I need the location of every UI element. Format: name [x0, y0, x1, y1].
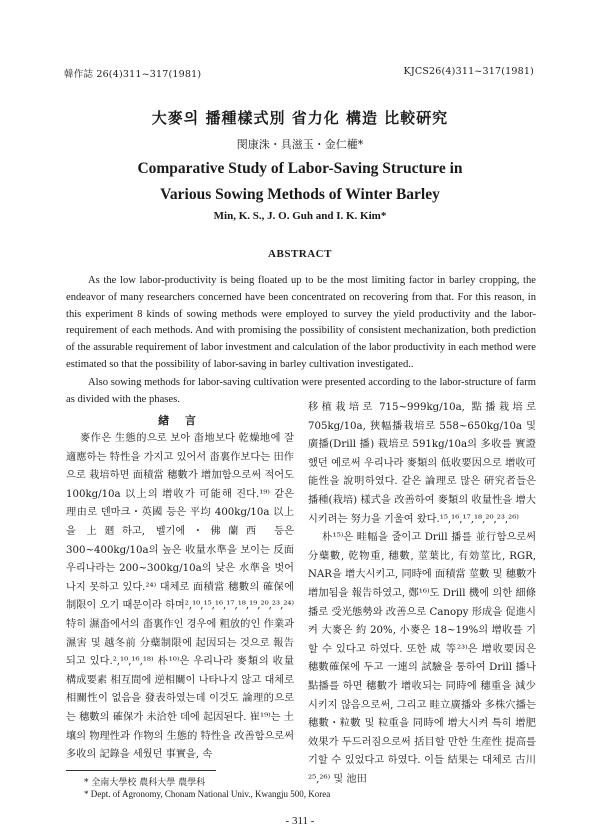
title-korean: 大麥의 播種樣式別 省力化 構造 比較硏究	[151, 109, 449, 127]
footnote-divider	[66, 770, 216, 771]
body-column-left	[66, 430, 294, 765]
authors-english: Min, K. S., J. O. Guh and I. K. Kim*	[213, 210, 387, 222]
footnote-affiliation-korean: * 全南大學校 農科大學 農學科	[84, 778, 206, 788]
abstract-paragraph: Also sowing methods for labor-saving cultivation were presented according to the labor-structure of farm as divided with the phases.	[66, 376, 536, 405]
section-heading-introduction: 緖 言	[158, 414, 202, 427]
footnote-affiliation-english: * Dept. of Agronomy, Chonam National Univ., Kwangju 500, Korea	[84, 789, 331, 799]
page-number: - 311 -	[285, 815, 315, 827]
title-english-line2: Various Sowing Methods of Winter Barley	[160, 186, 440, 203]
body-paragraph: 移植栽培로 715~999kg/10a, 點播栽培로 705kg/10a, 狹幅播栽培로 558~650kg/10a 및 廣播(Drill 播) 栽培로 591kg/10a의 多收를 實證했던 예로써 우리나라 麥類의 低收要因으로 增收可能性을 說明하였다. 같은 論理로 많은 硏究者들은 播種(栽培) 樣式을 改善하여 麥類의 收量性을 增大시키려는 努力을 기울여 왔다.¹⁵,¹⁶,¹⁷,¹⁸,²⁰,²³,²⁶⁾	[308, 402, 536, 525]
title-english-line1: Comparative Study of Labor-Saving Structure in	[137, 160, 463, 177]
body-paragraph: 麥作은 生態的으로 보아 畓地보다 乾燥地에 잘 適應하는 特性을 가지고 있어서 畓裏作보다는 田作으로 栽培하면 面積當 穗數가 增加함으로써 적어도 100kg/10a 以上의 增收가 可能해 진다.¹⁹⁾ 같은 理由로 덴마크・英國 등은 平均 400kg/10a 以上을 上廻하고, 벨기에・佛蘭西 등은 300~400kg/10a의 높은 收量水準을 보이는 反面 우리나라는 200~300kg/10a의 낮은 水準을 벗어나지 못하고 있다.²⁴⁾ 대체로 面積當 穗數의 確保에 制限이 오기 때문이라 하며²,¹⁰,¹⁵,¹⁶,¹⁷,¹⁸,¹⁹,²⁰,²³,²⁴⁾ 特히 濕畓에서의 畓裏作인 경우에 粗放的인 作業과 濕害 및 越冬前 分蘗制限에 起因되는 것으로 報告되고 있다.²,¹⁰,¹⁶,¹⁸⁾ 朴¹⁰⁾은 우리나라 麥類의 收量構成要素 相互間에 逆相關이 나타나지 않고 대체로 相關性이 없음을 發表하였는데 이것도 論理的으로는 穗數의 確保가 未洽한 데에 起因된다. 崔¹⁹⁾는 土壤의 物理性과 作物의 生態的 特性을 改善함으로써 多收의 記錄을 세웠던 事實을, 속	[66, 433, 294, 761]
abstract-heading: ABSTRACT	[268, 248, 332, 260]
body-paragraph: 朴¹⁵⁾은 畦幅을 줄이고 Drill 播를 並行함으로써 分蘗數, 乾物重, 穗數, 莖葉比, 有効莖比, RGR, NAR을 增大시키고, 同時에 面積當 莖數 및 穗數가 增加됨을 報告하였고, 鄭¹⁶⁾도 Drill 機에 의한 細條播로 受光態勢와 改善으로 Canopy 形成을 促進시켜 大麥은 約 20%, 小麥은 18~19%의 增收를 기할 수 있다고 하였다. 또한 咸 等²³⁾은 增收要因은 穗數確保에 두고 一連의 試驗을 통하여 Drill 播나 點播를 하면 穗數가 增收되는 同時에 穗重을 減少시키지 않음으로써, 그리고 畦立廣播와 多株穴播는 穗數・粒數 및 粒重을 同時에 增大시켜 특히 增肥效果가 두드러짐으로써 括目할 만한 生産性 提高를 기할 수 있었다고 하였다. 이들 結果는 대체로 古川²⁵,²⁶⁾ 및 池田	[308, 532, 536, 785]
journal-citation-left: 韓作誌 26(4)311~317(1981)	[64, 69, 202, 80]
abstract-paragraph: As the low labor-productivity is being floated up to be the most limiting factor in barley cropping, the endeavor of many researchers concerned have been concentrated on recovering from that. For this reason, in this experiment 8 kinds of sowing methods were employed to survey the yield productivity and the labor-requirement of each methods. And with promising the possibility of consistent mechanization, both prediction of the assurable requirement of labor investment and calculation of the labor productivity in each method were estimated so that the possibility of labor-saving in barley cultivation investigated..	[66, 275, 536, 370]
body-column-right	[308, 399, 536, 789]
abstract	[66, 273, 536, 408]
journal-citation-right: KJCS26(4)311~317(1981)	[403, 66, 534, 77]
authors-korean: 閔康洙・具滋玉・金仁權*	[236, 138, 364, 151]
